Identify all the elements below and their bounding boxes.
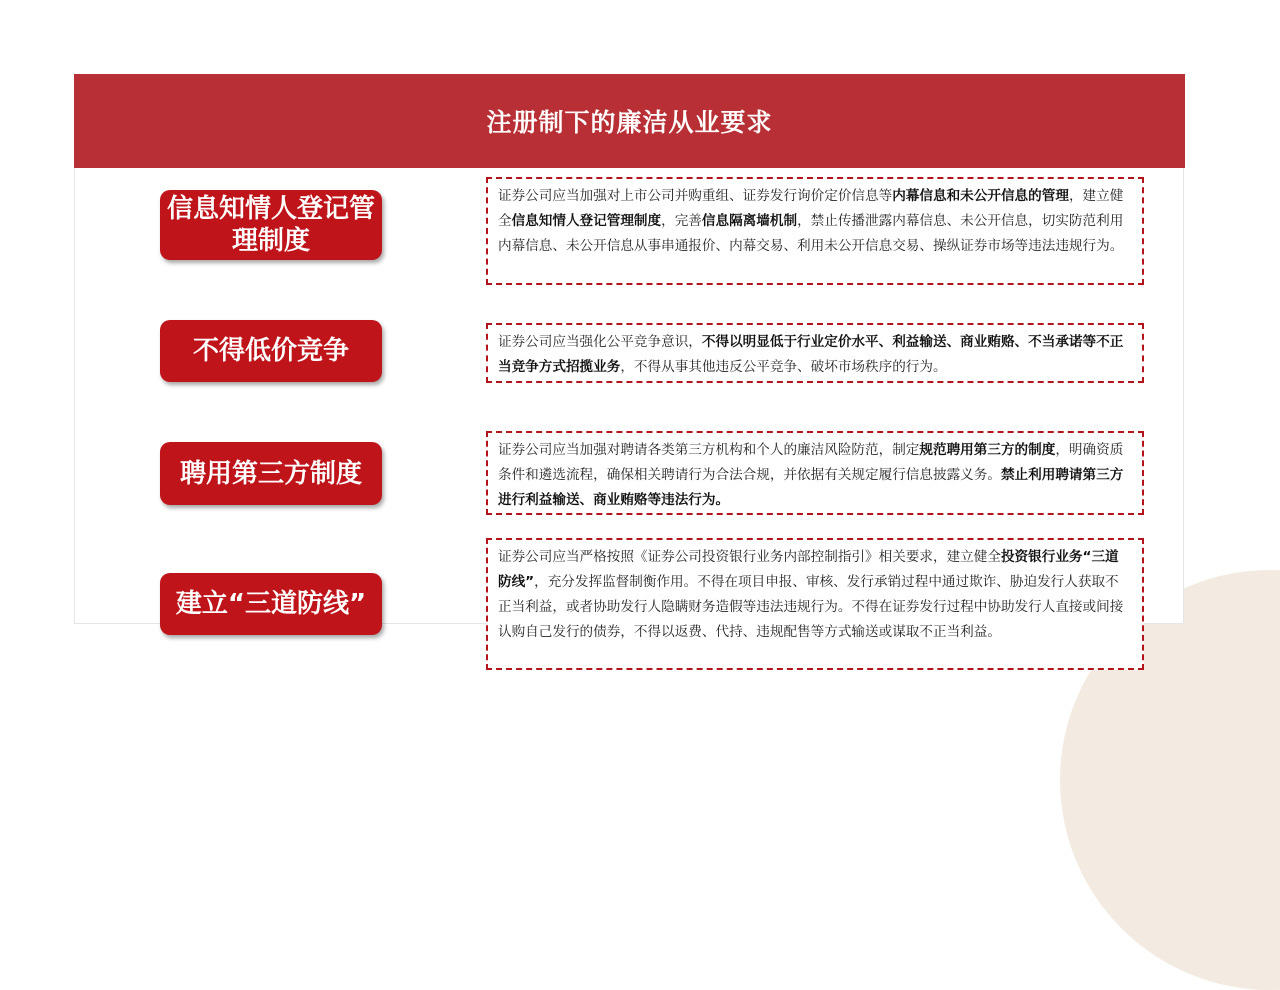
desc-no-low-price-competition: 证券公司应当强化公平竞争意识，不得以明显低于行业定价水平、利益输送、商业贿赂、不当承诺等不正当竞争方式招揽业务，不得从事其他违反公平竞争、破坏市场秩序的行为。 bbox=[486, 323, 1144, 383]
title-banner bbox=[74, 74, 1185, 168]
desc-three-lines-of-defense: 证券公司应当严格按照《证券公司投资银行业务内部控制指引》相关要求，建立健全投资银行业务“三道防线”，充分发挥监督制衡作用。不得在项目申报、审核、发行承销过程中通过欺诈、胁迫发行人获取不正当利益，或者协助发行人隐瞒财务造假等违法违规行为。不得在证券发行过程中协助发行人直接或间接认购自己发行的债券，不得以返费、代持、违规配售等方式输送或谋取不正当利益。 bbox=[486, 538, 1144, 670]
page-title: 注册制下的廉洁从业要求 bbox=[486, 108, 773, 137]
desc-insider-registration: 证券公司应当加强对上市公司并购重组、证券发行询价定价信息等内幕信息和未公开信息的管理，建立健全信息知情人登记管理制度，完善信息隔离墙机制，禁止传播泄露内幕信息、未公开信息，切实防范利用内幕信息、未公开信息从事串通报价、内幕交易、利用未公开信息交易、操纵证券市场等违法违规行为。 bbox=[486, 177, 1144, 285]
label-three-lines-of-defense: 建立“三道防线” bbox=[160, 573, 382, 635]
label-no-low-price-competition: 不得低价竞争 bbox=[160, 320, 382, 382]
label-third-party-hiring: 聘用第三方制度 bbox=[160, 442, 382, 505]
label-insider-registration: 信息知情人登记管理制度 bbox=[160, 190, 382, 260]
desc-third-party-hiring: 证券公司应当加强对聘请各类第三方机构和个人的廉洁风险防范，制定规范聘用第三方的制度，明确资质条件和遴选流程，确保相关聘请行为合法合规，并依据有关规定履行信息披露义务。禁止利用聘请第三方进行利益输送、商业贿赂等违法行为。 bbox=[486, 431, 1144, 515]
